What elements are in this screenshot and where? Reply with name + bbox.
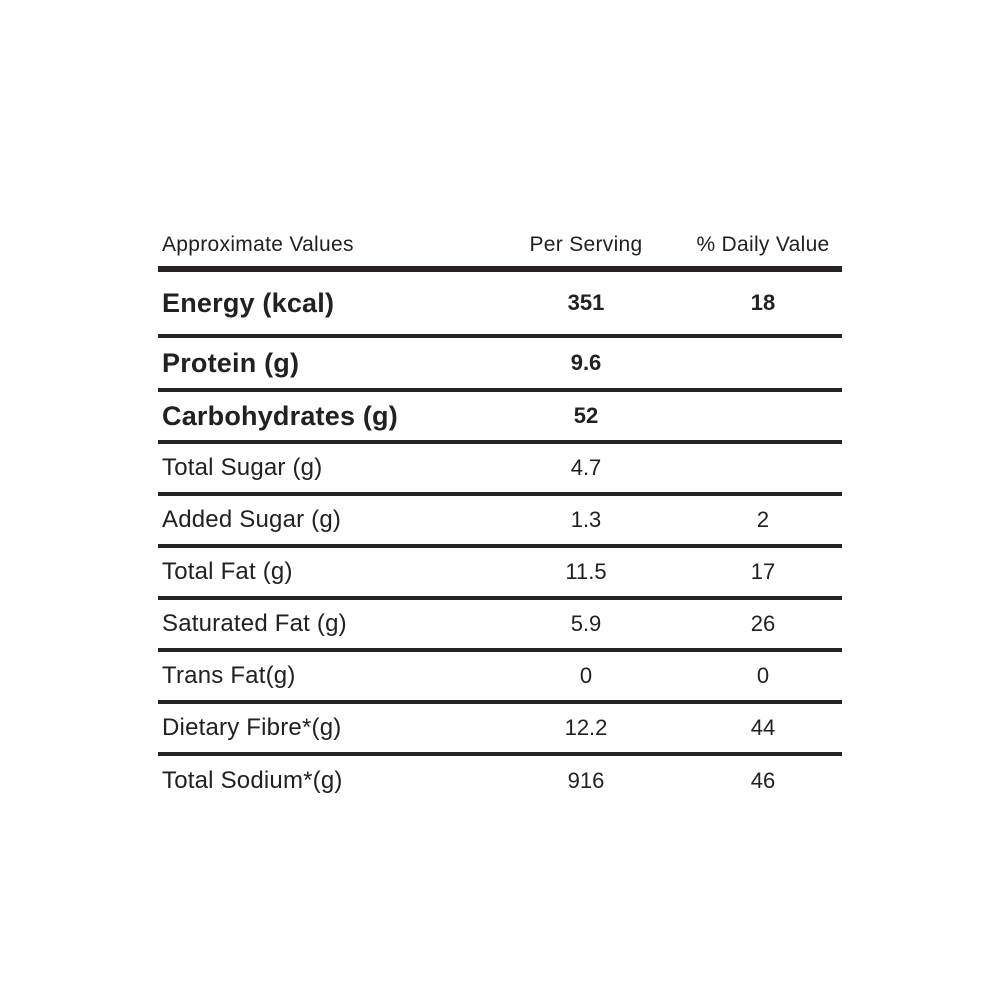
per-serving-value: 5.9 <box>570 611 602 636</box>
per-serving-value: 916 <box>567 768 605 793</box>
table-header-row <box>158 224 842 272</box>
daily-value: 18 <box>750 290 776 315</box>
per-serving-value: 0 <box>579 663 593 688</box>
per-serving-value: 351 <box>567 290 605 315</box>
nutrient-label: Carbohydrates (g) <box>162 400 398 431</box>
daily-value: 26 <box>750 611 776 636</box>
table-row <box>158 338 842 392</box>
nutrient-label: Dietary Fibre*(g) <box>162 714 342 741</box>
table-row <box>158 272 842 338</box>
column-header-daily-value: % Daily Value <box>696 233 830 256</box>
nutrient-label: Total Sodium*(g) <box>162 767 343 794</box>
nutrient-label: Energy (kcal) <box>162 287 335 318</box>
per-serving-value: 4.7 <box>570 455 602 480</box>
daily-value: 46 <box>750 768 776 793</box>
table-body <box>158 272 842 806</box>
table-row <box>158 496 842 548</box>
nutrient-label: Added Sugar (g) <box>162 506 342 533</box>
nutrient-label: Trans Fat(g) <box>162 662 296 689</box>
nutrient-label: Total Sugar (g) <box>162 454 323 481</box>
nutrition-table <box>158 224 842 806</box>
daily-value: 44 <box>750 715 776 740</box>
per-serving-value: 52 <box>573 403 599 428</box>
table-row <box>158 392 842 444</box>
table-row <box>158 600 842 652</box>
nutrient-label: Saturated Fat (g) <box>162 610 347 637</box>
column-header-approximate-values: Approximate Values <box>162 233 354 256</box>
daily-value: 0 <box>756 663 770 688</box>
table-row <box>158 652 842 704</box>
per-serving-value: 9.6 <box>570 350 602 375</box>
per-serving-value: 12.2 <box>564 715 608 740</box>
nutrient-label: Total Fat (g) <box>162 558 293 585</box>
table-row <box>158 548 842 600</box>
table-row <box>158 704 842 756</box>
table-row <box>158 756 842 806</box>
daily-value: 2 <box>756 507 770 532</box>
column-header-per-serving: Per Serving <box>529 233 643 256</box>
per-serving-value: 1.3 <box>570 507 602 532</box>
nutrient-label: Protein (g) <box>162 347 300 378</box>
per-serving-value: 11.5 <box>565 559 607 584</box>
table-row <box>158 444 842 496</box>
daily-value: 17 <box>750 559 776 584</box>
